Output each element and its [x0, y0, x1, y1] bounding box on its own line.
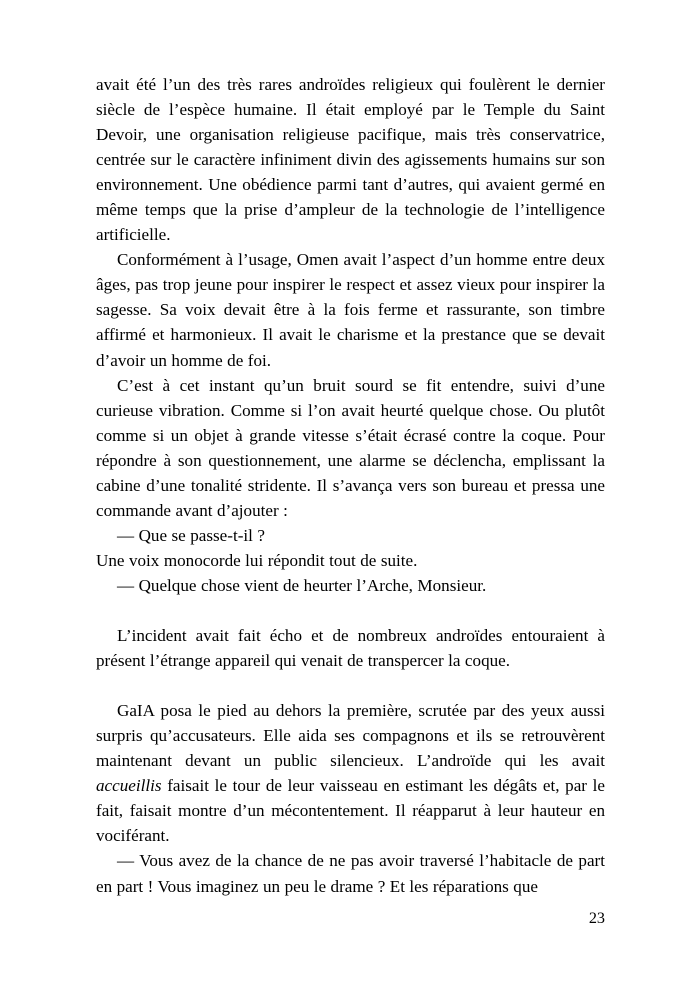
page-number: 23 [588, 909, 605, 927]
paragraph-omen: Conformément à l’usage, Omen avait l’aspect d’un homme entre deux âges, pas trop jeune pour inspirer le respect et assez vieux pour inspirer la sagesse. Sa voix devait être à la fois ferme et rassurante, son timbre affirmé et harmonieux. Il avait le charisme et la prestance que se devait d’avoir un homme de foi. [96, 250, 605, 370]
paragraph-continued: avait été l’un des très rares androïdes religieux qui foulèrent le dernier siècle de l’espèce humaine. Il était employé par le Temple du Saint Devoir, une organisation religieuse pacifique, mais très conservatrice, centrée sur le caractère infiniment divin des agissements humains sur son environnement. Une obédience parmi tant d’autres, qui avaient germé en même temps que la prise d’ampleur de la technologie de l’intelligence artificielle. [96, 75, 605, 245]
plain-text: GaIA posa le pied au dehors la première, scrutée par des yeux aussi surpris qu’accusateurs. Elle aida ses compagnons et ils se retrouvèrent maintenant devant un public silencieux. L’androïde qui les avait [96, 701, 605, 771]
dialogue-line-que-se-passe-t-il: — Que se passe-t-il ? [117, 525, 265, 545]
plain-text: faisait le tour de leur vaisseau en estimant les dégâts et, par le fait, faisait montre d’un mécontentement. Il réapparut à leur hauteur en vociférant. [96, 776, 605, 846]
text-block-group [96, 72, 605, 598]
text-block-group [96, 698, 605, 898]
paragraph-break-spacer [96, 673, 605, 698]
dialogue-line-quelque-chose-arche: — Quelque chose vient de heurter l’Arche, Monsieur. [117, 575, 487, 595]
text-block-group [96, 623, 605, 673]
dialogue-line-vous-avez-de-la-chance: — Vous avez de la chance de ne pas avoir traversé l’habitacle de part en part ! Vous imaginez un peu le drame ? Et les réparations que [96, 851, 605, 896]
narration-line-voix-monocorde: Une voix monocorde lui répondit tout de suite. [96, 550, 418, 570]
paragraph-gaia [96, 698, 605, 848]
page-text-body [96, 72, 605, 899]
emphasised-text: accueillis [96, 776, 162, 796]
paragraph-bruit-sourd: C’est à cet instant qu’un bruit sourd se fit entendre, suivi d’une curieuse vibration. Comme si l’on avait heurté quelque chose. Ou plutôt comme si un objet à grande vitesse s’était écrasé contre la coque. Pour répondre à son questionnement, une alarme se déclencha, emplissant la cabine d’une tonalité stridente. Il s’avança vers son bureau et pressa une commande avant d’ajouter : [96, 375, 605, 520]
paragraph-incident: L’incident avait fait écho et de nombreux androïdes entouraient à présent l’étrange appareil qui venait de transpercer la coque. [96, 626, 605, 671]
paragraph-break-spacer [96, 598, 605, 623]
